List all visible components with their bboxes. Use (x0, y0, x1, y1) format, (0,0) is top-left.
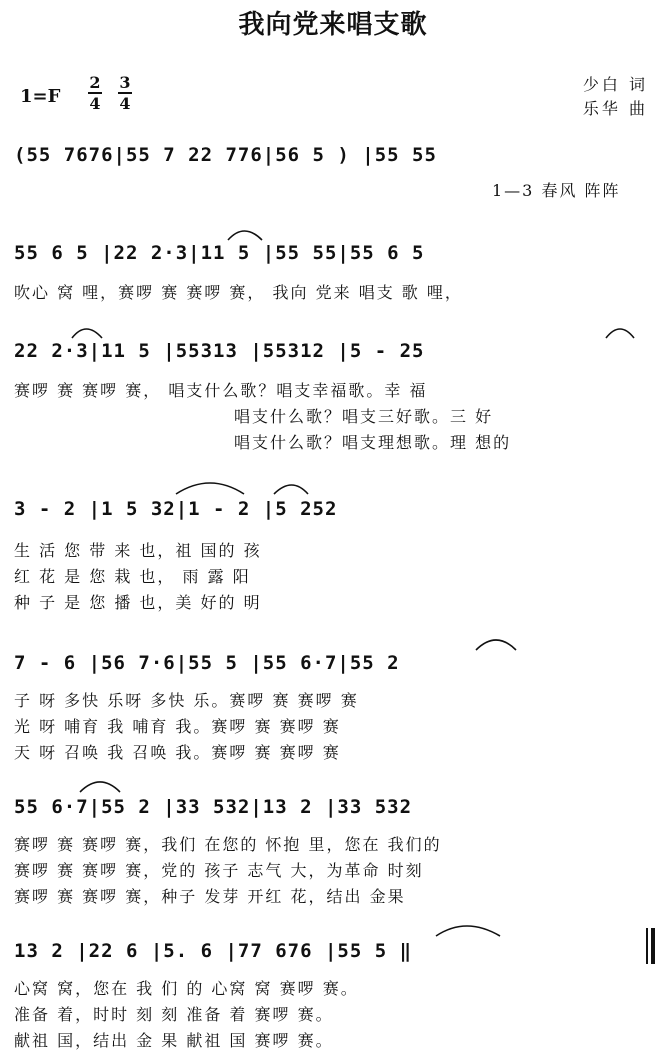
lyric-line-3-3: 唱支什么歌？唱支理想歌。理 想的 (234, 433, 512, 452)
notation-line-2: 55 6 5 |22 2·3|11 5 |55 55|55 6 5 (14, 242, 425, 264)
notation-line-5: 7 - 6 |56 7·6|55 5 |55 6·7|55 2 (14, 652, 400, 674)
notation-line-6: 55 6·7|55 2 |33 532|13 2 |33 532 (14, 796, 413, 818)
time-sig-top: 2 (89, 73, 101, 92)
lyricist-credit: 少白 词 (582, 75, 648, 94)
tie-arc (476, 640, 516, 650)
lyric-line-7-3: 献祖 国，结出 金 果 献祖 国 赛啰 赛。 (14, 1031, 334, 1050)
lyric-line-6-1: 赛啰 赛 赛啰 赛，我们 在您的 怀抱 里，您在 我们的 (14, 835, 442, 854)
lyric-line-3-1: 赛啰 赛 赛啰 赛， 唱支什么歌？唱支幸福歌。幸 福 (14, 381, 428, 400)
slur-arc (176, 483, 244, 494)
lyric-line-4-1: 生 活 您 带 来 也，祖 国的 孩 (14, 541, 262, 560)
tie-arc (80, 782, 120, 792)
notation-line-1: (55 7676|55 7 22 776|56 5 ) |55 55 (14, 144, 437, 166)
lyric-line-4-3: 种 子 是 您 播 也，美 好的 明 (14, 593, 262, 612)
lyric-line-7-1: 心窝 窝，您在 我 们 的 心窝 窝 赛啰 赛。 (14, 979, 359, 998)
tie-arc (72, 329, 102, 338)
time-sig-bottom: 4 (89, 94, 101, 113)
notation-line-7: 13 2 |22 6 |5. 6 |77 676 |55 5 ‖ (14, 940, 413, 962)
song-title: 我向党来唱支歌 (238, 10, 428, 40)
notation-line-3: 22 2·3|11 5 |55313 |55312 |5 - 25 (14, 340, 425, 362)
composer-credit: 乐华 曲 (582, 99, 648, 118)
time-sig-bottom: 4 (119, 94, 131, 113)
lyric-line-6-2: 赛啰 赛 赛啰 赛，党的 孩子 志气 大，为革命 时刻 (14, 861, 424, 880)
lyric-line-5-2: 光 呀 哺育 我 哺育 我。赛啰 赛 赛啰 赛 (14, 717, 341, 736)
lyric-line-7-2: 准备 着，时时 刻 刻 准备 着 赛啰 赛。 (14, 1005, 334, 1024)
lyric-line-6-3: 赛啰 赛 赛啰 赛，种子 发芽 开红 花，结出 金果 (14, 887, 406, 906)
lyric-line-5-1: 子 呀 多快 乐呀 多快 乐。赛啰 赛 赛啰 赛 (14, 691, 359, 710)
slur-arc (436, 926, 500, 936)
time-sig-top: 3 (119, 73, 131, 92)
key-signature: 1=F (20, 86, 61, 107)
tie-arc (274, 485, 308, 494)
tie-arc (228, 231, 262, 240)
final-barline (646, 928, 655, 964)
notation-line-4: 3 - 2 |1 5 32|1 - 2 |5 252 (14, 498, 338, 520)
lyric-line-4-2: 红 花 是 您 栽 也， 雨 露 阳 (14, 567, 251, 586)
lyric-line-2-1: 吹心 窝 哩，赛啰 赛 赛啰 赛， 我向 党来 唱支 歌 哩， (14, 283, 463, 302)
lyric-line-1-1: 1—3 春风 阵阵 (492, 181, 621, 200)
lyric-line-5-3: 天 呀 召唤 我 召唤 我。赛啰 赛 赛啰 赛 (14, 743, 341, 762)
tie-arc (606, 329, 634, 338)
lyric-line-3-2: 唱支什么歌？唱支三好歌。三 好 (234, 407, 494, 426)
